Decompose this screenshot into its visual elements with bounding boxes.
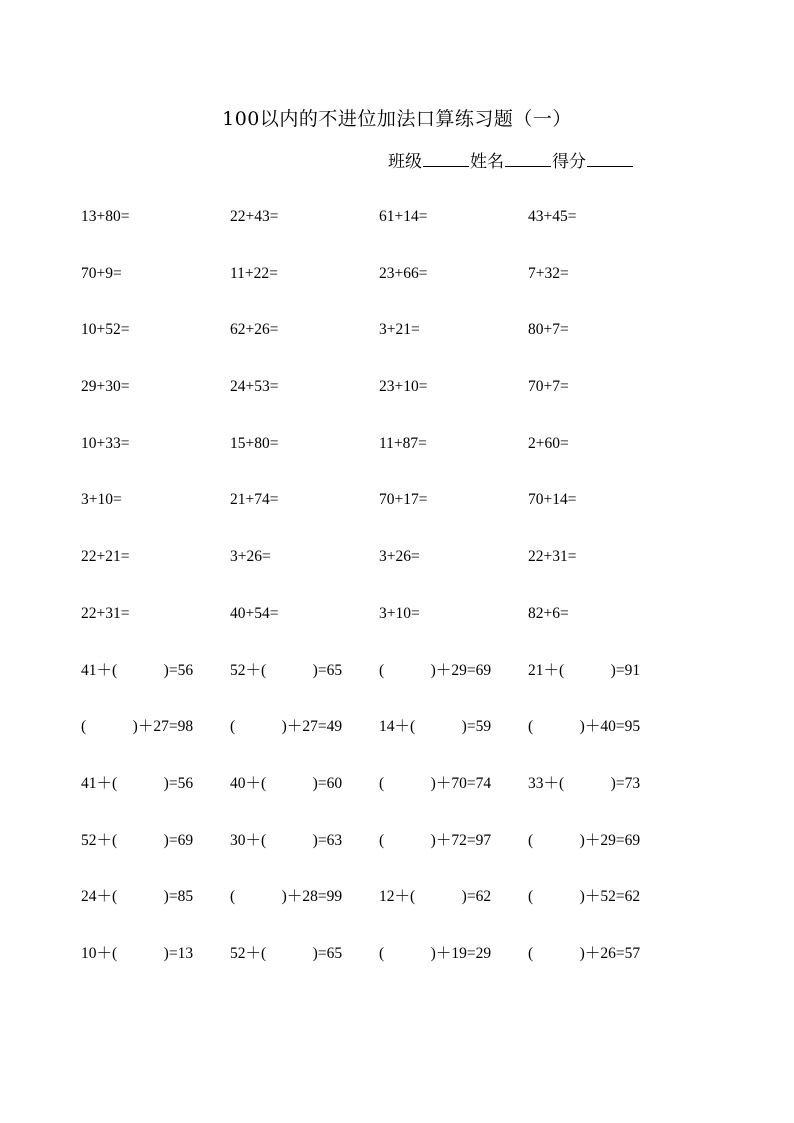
problem-row: [81, 319, 677, 376]
problem-row: [81, 206, 677, 263]
student-info-line: [388, 147, 634, 172]
problem-item: 3+21=: [379, 321, 420, 339]
name-label: 姓名: [470, 152, 504, 172]
problem-item: 7+32=: [528, 264, 569, 282]
problem-item: 43+45=: [528, 208, 577, 225]
problem-item: 52＋( )=69: [81, 831, 194, 849]
problem-row: [81, 376, 677, 433]
problem-item: ( )＋29=69: [528, 831, 641, 849]
problem-item: 33＋( )=73: [528, 774, 641, 792]
problem-item: 70+14=: [528, 491, 577, 509]
problem-item: 22+43=: [230, 208, 279, 225]
problem-item: 14＋( )=59: [379, 718, 492, 736]
problem-item: ( )＋19=29: [379, 944, 492, 962]
problem-item: 10+52=: [81, 321, 130, 339]
class-blank[interactable]: [423, 152, 469, 167]
problem-item: 3+26=: [379, 548, 420, 566]
problem-item: 3+10=: [81, 491, 122, 509]
problem-item: 24＋( )=85: [81, 888, 194, 906]
problem-row: [81, 886, 677, 943]
problem-item: 23+66=: [379, 264, 428, 282]
problem-item: 62+26=: [230, 321, 279, 339]
problem-item: ( )＋72=97: [379, 831, 492, 849]
problem-item: 11+87=: [379, 434, 427, 452]
problem-row: [81, 943, 677, 1000]
score-label: 得分: [552, 152, 586, 172]
problem-row: [81, 716, 677, 773]
problem-item: 40+54=: [230, 604, 279, 622]
problem-row: [81, 546, 677, 603]
problem-item: 41＋( )=56: [81, 774, 194, 792]
problem-item: 13+80=: [81, 208, 130, 225]
problem-row: [81, 489, 677, 546]
problem-item: 10+33=: [81, 434, 130, 452]
problem-item: 70+7=: [528, 378, 569, 396]
problem-item: ( )＋26=57: [528, 944, 641, 962]
problem-item: 52＋( )=65: [230, 944, 343, 962]
worksheet-title: 100以内的不进位加法口算练习题（一）: [222, 108, 572, 130]
score-blank[interactable]: [587, 152, 633, 167]
problem-item: ( )＋29=69: [379, 661, 492, 679]
problem-item: 40＋( )=60: [230, 774, 343, 792]
problem-item: ( )＋27=98: [81, 718, 194, 736]
problem-item: 29+30=: [81, 378, 130, 396]
problem-item: 52＋( )=65: [230, 661, 343, 679]
problem-item: 23+10=: [379, 378, 428, 396]
problem-item: 61+14=: [379, 208, 428, 225]
problem-item: ( )＋28=99: [230, 888, 343, 906]
problem-item: 12＋( )=62: [379, 888, 492, 906]
problem-grid: [81, 206, 677, 1000]
class-label: 班级: [388, 152, 422, 172]
problem-row: [81, 433, 677, 490]
problem-item: 22+21=: [81, 548, 130, 566]
problem-item: 21＋( )=91: [528, 661, 641, 679]
problem-row: [81, 830, 677, 887]
problem-item: 11+22=: [230, 264, 278, 282]
problem-item: 15+80=: [230, 434, 279, 452]
problem-item: 21+74=: [230, 491, 279, 509]
problem-item: 24+53=: [230, 378, 279, 396]
problem-item: 70+9=: [81, 264, 122, 282]
problem-item: 30＋( )=63: [230, 831, 343, 849]
name-blank[interactable]: [505, 152, 551, 167]
problem-row: [81, 773, 677, 830]
problem-item: 41＋( )=56: [81, 661, 194, 679]
problem-item: 22+31=: [528, 548, 577, 566]
problem-item: ( )＋70=74: [379, 774, 492, 792]
problem-item: 70+17=: [379, 491, 428, 509]
problem-item: 10＋( )=13: [81, 944, 194, 962]
problem-item: 22+31=: [81, 604, 130, 622]
problem-item: 3+26=: [230, 548, 271, 566]
problem-item: 80+7=: [528, 321, 569, 339]
problem-item: 2+60=: [528, 434, 569, 452]
problem-item: ( )＋27=49: [230, 718, 343, 736]
problem-row: [81, 660, 677, 717]
problem-item: ( )＋40=95: [528, 718, 641, 736]
problem-item: ( )＋52=62: [528, 888, 641, 906]
problem-item: 3+10=: [379, 604, 420, 622]
problem-row: [81, 263, 677, 320]
problem-row: [81, 603, 677, 660]
problem-item: 82+6=: [528, 604, 569, 622]
